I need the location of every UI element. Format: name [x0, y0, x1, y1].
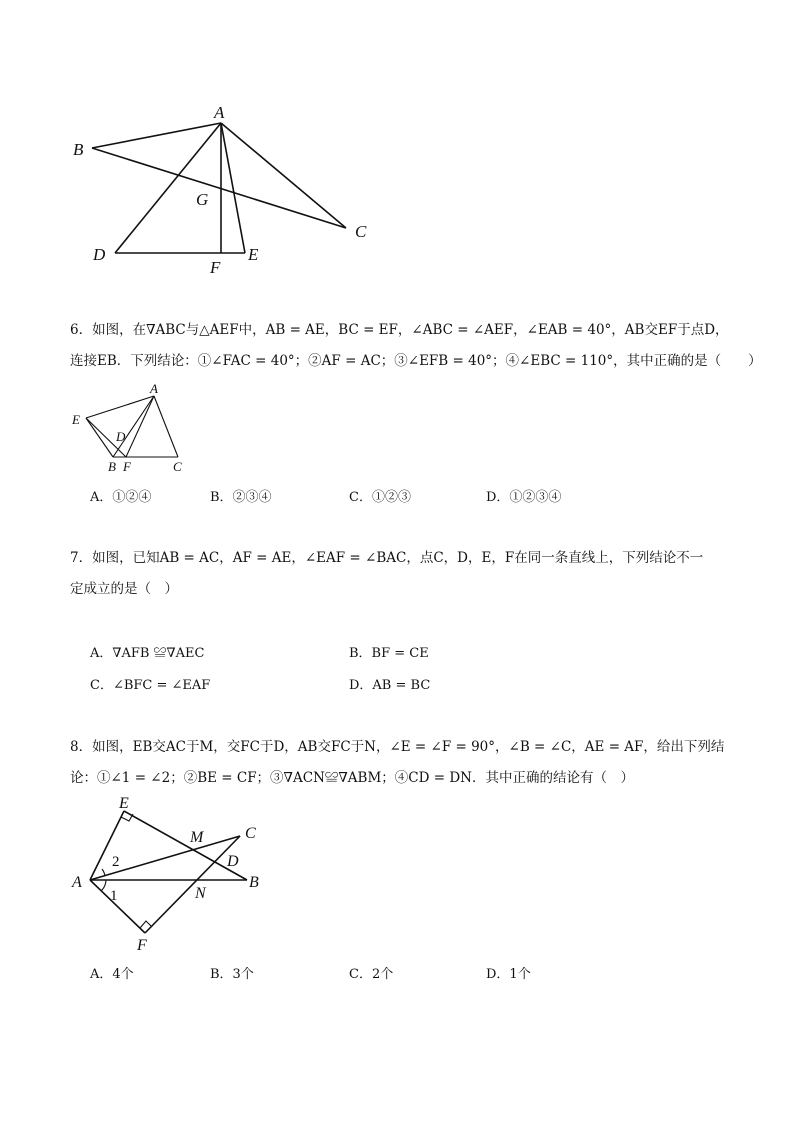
label-C: C [355, 222, 367, 241]
label-D: D [93, 245, 106, 264]
segment-EA [86, 396, 154, 418]
q7-line2: 定成立的是（ ） [70, 581, 178, 597]
q7-line1: 7．如图，已知AB = AC，AF = AE，∠EAF = ∠BAC，点C，D，E，F在同一条直线上，下列结论不一 [70, 550, 704, 566]
segment-EB [86, 418, 113, 457]
segment-AC [154, 396, 178, 457]
q6-line1: 6．如图，在∇ABC与△AEF中，AB = AE，BC = EF，∠ABC = ∠AEF，∠EAB = 40°，AB交EF于点D， [70, 322, 729, 338]
angle-1-arc [101, 880, 106, 891]
label-B: B [73, 140, 84, 159]
q6-option-c[interactable]: C．①②③ [349, 490, 411, 505]
segment-AB [113, 396, 154, 457]
q6-option-a[interactable]: A．①②④ [90, 490, 152, 505]
figure-q8 [65, 790, 275, 955]
q6-option-b[interactable]: B．②③④ [210, 490, 272, 505]
label-D: D [227, 853, 239, 870]
label-A: A [150, 381, 158, 396]
label-E: E [72, 412, 80, 427]
label-F: F [137, 937, 147, 954]
segment-AD [115, 123, 221, 253]
label-A: A [214, 103, 225, 122]
segment-AF [90, 880, 145, 933]
q6-option-d[interactable]: D．①②③④ [486, 490, 562, 505]
label-B: B [108, 459, 116, 474]
label-E: E [248, 245, 259, 264]
label-D: D [116, 429, 126, 444]
q7-option-b[interactable]: B．BF = CE [349, 646, 429, 661]
segment-BA [92, 123, 221, 148]
q6-line2: 连接EB．下列结论：①∠FAC = 40°；②AF = AC；③∠EFB = 40°；④∠EBC = 110°，其中正确的是（ ） [70, 353, 762, 369]
segment-AF [126, 396, 154, 457]
label-B: B [249, 874, 259, 891]
label-angle-1: 1 [110, 888, 118, 904]
q7-option-a[interactable]: A．∇AFB ≌∇AEC [90, 646, 205, 661]
segment-AE [221, 123, 245, 253]
segment-BC [92, 148, 346, 228]
label-C: C [245, 825, 256, 842]
label-C: C [173, 459, 182, 474]
label-F: F [210, 258, 221, 277]
figure-q5 [60, 95, 390, 280]
q8-option-d[interactable]: D．1个 [486, 967, 531, 982]
angle-2-arc [102, 869, 105, 876]
label-N: N [195, 885, 206, 902]
q8-option-b[interactable]: B．3个 [210, 967, 254, 982]
q8-line1: 8．如图，EB交AC于M，交FC于D，AB交FC于N，∠E = ∠F = 90°，∠B = ∠C，AE = AF，给出下列结 [70, 739, 725, 755]
label-G: G [196, 190, 209, 209]
q8-line2: 论：①∠1 = ∠2；②BE = CF；③∇ACN≌∇ABM；④CD = DN．其中正确的结论有（ ） [70, 770, 634, 786]
label-F: F [123, 459, 131, 474]
q8-option-a[interactable]: A．4个 [90, 967, 134, 982]
label-A: A [72, 874, 82, 891]
label-angle-2: 2 [112, 854, 120, 870]
figure-q6 [65, 378, 200, 478]
label-E: E [119, 795, 129, 812]
q7-option-c[interactable]: C．∠BFC = ∠EAF [90, 678, 211, 693]
q8-option-c[interactable]: C．2个 [349, 967, 394, 982]
label-M: M [190, 829, 204, 846]
segment-AC [221, 123, 346, 228]
q7-option-d[interactable]: D．AB = BC [349, 678, 431, 693]
